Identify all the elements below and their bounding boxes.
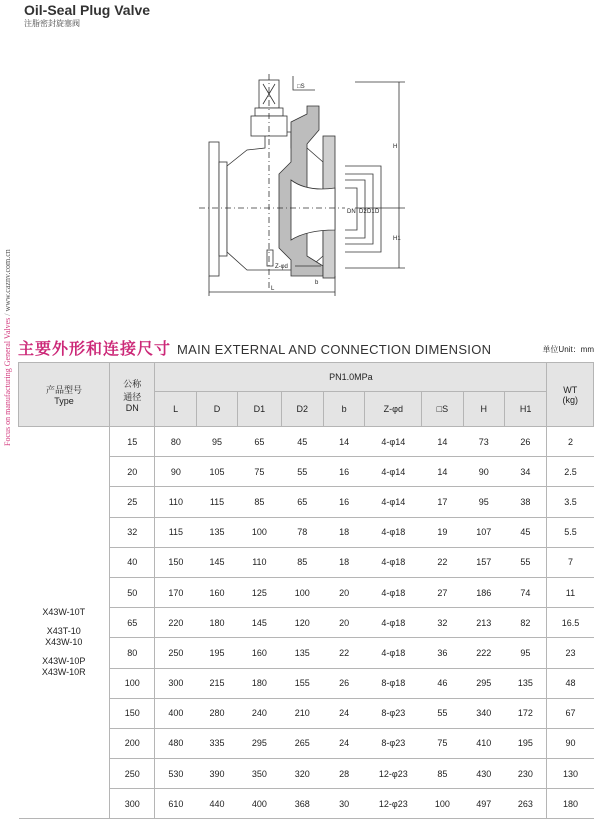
sidebar-brand: Focus on manufacturing General Valves — [3, 317, 12, 446]
table-cell: 26 — [324, 668, 365, 698]
table-cell: 75 — [422, 728, 463, 758]
table-cell: 95 — [196, 427, 237, 457]
column-header: H1 — [504, 392, 546, 427]
table-cell: 300 — [155, 668, 196, 698]
table-cell: 3.5 — [547, 487, 594, 517]
table-cell: 280 — [196, 698, 237, 728]
table-cell: 90 — [547, 728, 594, 758]
table-cell: 55 — [504, 547, 546, 577]
table-cell: 2 — [547, 427, 594, 457]
table-cell: 115 — [196, 487, 237, 517]
page-title: Oil-Seal Plug Valve — [24, 2, 151, 18]
page-subtitle: 注脂密封旋塞阀 — [24, 19, 80, 28]
type-model: X43W-10 — [45, 637, 83, 648]
table-cell: 4-φ18 — [365, 638, 422, 668]
table-cell: 390 — [196, 759, 237, 789]
table-cell: 160 — [196, 577, 237, 607]
table-cell: 32 — [109, 517, 154, 547]
table-cell: 55 — [281, 457, 323, 487]
table-cell: 14 — [324, 427, 365, 457]
table-cell: 210 — [281, 698, 323, 728]
table-cell: 67 — [547, 698, 594, 728]
table-cell: 85 — [238, 487, 281, 517]
column-header: D2 — [281, 392, 323, 427]
left-flange — [209, 142, 219, 276]
table-cell: 300 — [109, 789, 154, 819]
table-cell: 150 — [155, 547, 196, 577]
table-cell: 4-φ18 — [365, 547, 422, 577]
label-d1: D1 — [367, 209, 375, 215]
table-cell: 4-φ18 — [365, 517, 422, 547]
table-cell: 250 — [109, 759, 154, 789]
table-cell: 110 — [238, 547, 281, 577]
table-cell: 85 — [422, 759, 463, 789]
table-cell: 4-φ14 — [365, 487, 422, 517]
unit-label: 单位Unit：mm — [542, 345, 594, 354]
table-cell: 22 — [422, 547, 463, 577]
table-cell: 222 — [463, 638, 504, 668]
label-h1: H1 — [393, 236, 401, 242]
table-cell: 335 — [196, 728, 237, 758]
table-cell: 340 — [463, 698, 504, 728]
table-cell: 195 — [504, 728, 546, 758]
table-cell: 14 — [422, 457, 463, 487]
table-cell: 27 — [422, 577, 463, 607]
table-cell: 30 — [324, 789, 365, 819]
table-cell: 107 — [463, 517, 504, 547]
table-cell: 75 — [238, 457, 281, 487]
table-cell: 150 — [109, 698, 154, 728]
valve-drawing — [195, 70, 435, 302]
label-b: b — [315, 280, 319, 286]
label-l: L — [271, 286, 275, 292]
table-cell: 14 — [422, 427, 463, 457]
header-type: 产品型号 Type — [19, 363, 110, 427]
table-cell: 74 — [504, 577, 546, 607]
table-cell: 80 — [109, 638, 154, 668]
table-cell: 200 — [109, 728, 154, 758]
table-cell: 34 — [504, 457, 546, 487]
table-cell: 100 — [238, 517, 281, 547]
table-cell: 38 — [504, 487, 546, 517]
table-cell: 25 — [109, 487, 154, 517]
table-cell: 32 — [422, 608, 463, 638]
table-cell: 50 — [109, 577, 154, 607]
table-cell: 295 — [463, 668, 504, 698]
table-cell: 7 — [547, 547, 594, 577]
table-cell: 36 — [422, 638, 463, 668]
table-cell: 400 — [238, 789, 281, 819]
table-cell: 295 — [238, 728, 281, 758]
table-cell: 65 — [238, 427, 281, 457]
table-cell: 430 — [463, 759, 504, 789]
table-cell: 24 — [324, 728, 365, 758]
section-heading — [18, 336, 491, 359]
table-cell: 28 — [324, 759, 365, 789]
sidebar-slash: / — [3, 313, 12, 316]
table-cell: 45 — [281, 427, 323, 457]
type-model: X43W-10T — [42, 607, 86, 618]
table-cell: 8-φ23 — [365, 728, 422, 758]
table-cell: 23 — [547, 638, 594, 668]
table-cell: 186 — [463, 577, 504, 607]
table-cell: 250 — [155, 638, 196, 668]
table-cell: 40 — [109, 547, 154, 577]
table-cell: 100 — [281, 577, 323, 607]
table-cell: 480 — [155, 728, 196, 758]
table-cell: 240 — [238, 698, 281, 728]
table-cell: 18 — [324, 517, 365, 547]
table-cell: 55 — [422, 698, 463, 728]
column-header: L — [155, 392, 196, 427]
table-cell: 213 — [463, 608, 504, 638]
table-cell: 12-φ23 — [365, 789, 422, 819]
column-header: D1 — [238, 392, 281, 427]
table-cell: 400 — [155, 698, 196, 728]
table-cell: 11 — [547, 577, 594, 607]
dimension-table — [18, 362, 594, 819]
label-h: H — [393, 144, 398, 150]
table-row — [19, 427, 594, 457]
table-cell: 26 — [504, 427, 546, 457]
table-cell: 20 — [109, 457, 154, 487]
section-title-en: MAIN EXTERNAL AND CONNECTION DIMENSION — [177, 342, 492, 357]
table-cell: 135 — [196, 517, 237, 547]
label-d2: D2 — [359, 209, 367, 215]
table-cell: 145 — [196, 547, 237, 577]
table-cell: 157 — [463, 547, 504, 577]
label-d: D — [375, 209, 380, 215]
type-model: X43W-10R — [41, 667, 86, 678]
table-cell: 65 — [109, 608, 154, 638]
type-model: X43W-10P — [42, 656, 86, 667]
table-cell: 16 — [324, 457, 365, 487]
table-cell: 4-φ14 — [365, 457, 422, 487]
table-cell: 4-φ14 — [365, 427, 422, 457]
table-cell: 170 — [155, 577, 196, 607]
table-cell: 135 — [504, 668, 546, 698]
header-wt: WT (kg) — [547, 363, 594, 427]
table-cell: 8-φ18 — [365, 668, 422, 698]
table-cell: 180 — [238, 668, 281, 698]
sidebar-text — [3, 226, 15, 446]
table-cell: 78 — [281, 517, 323, 547]
table-cell: 22 — [324, 638, 365, 668]
label-dn: DN — [347, 209, 356, 215]
table-cell: 115 — [155, 517, 196, 547]
table-cell: 8-φ23 — [365, 698, 422, 728]
table-cell: 145 — [238, 608, 281, 638]
table-cell: 180 — [196, 608, 237, 638]
section-title-cn: 主要外形和连接尺寸 — [18, 341, 172, 358]
table-cell: 19 — [422, 517, 463, 547]
table-cell: 105 — [196, 457, 237, 487]
label-zd: Z-φd — [275, 264, 288, 270]
table-cell: 155 — [281, 668, 323, 698]
table-cell: 265 — [281, 728, 323, 758]
table-cell: 120 — [281, 608, 323, 638]
table-cell: 100 — [109, 668, 154, 698]
type-model: X43T-10 — [46, 626, 81, 637]
table-cell: 2.5 — [547, 457, 594, 487]
column-header: H — [463, 392, 504, 427]
table-cell: 4-φ18 — [365, 577, 422, 607]
table-cell: 160 — [238, 638, 281, 668]
table-cell: 5.5 — [547, 517, 594, 547]
table-cell: 17 — [422, 487, 463, 517]
table-cell: 90 — [155, 457, 196, 487]
table-cell: 440 — [196, 789, 237, 819]
table-cell: 20 — [324, 577, 365, 607]
table-cell: 16.5 — [547, 608, 594, 638]
table-cell: 172 — [504, 698, 546, 728]
table-cell: 45 — [504, 517, 546, 547]
table-cell: 82 — [504, 608, 546, 638]
table-cell: 410 — [463, 728, 504, 758]
table-cell: 610 — [155, 789, 196, 819]
sidebar-url: www.caznv.com.cn — [3, 249, 12, 312]
table-cell: 530 — [155, 759, 196, 789]
table-cell: 195 — [196, 638, 237, 668]
table-cell: 4-φ18 — [365, 608, 422, 638]
table-cell: 220 — [155, 608, 196, 638]
table-cell: 135 — [281, 638, 323, 668]
table-cell: 20 — [324, 608, 365, 638]
table-cell: 497 — [463, 789, 504, 819]
table-cell: 15 — [109, 427, 154, 457]
table-cell: 350 — [238, 759, 281, 789]
table-cell: 48 — [547, 668, 594, 698]
table-cell: 95 — [463, 487, 504, 517]
table-cell: 125 — [238, 577, 281, 607]
table-cell: 110 — [155, 487, 196, 517]
table-cell: 80 — [155, 427, 196, 457]
label-square: □S — [297, 84, 305, 90]
table-cell: 16 — [324, 487, 365, 517]
table-cell: 130 — [547, 759, 594, 789]
table-cell: 65 — [281, 487, 323, 517]
type-cell — [19, 427, 110, 819]
table-cell: 320 — [281, 759, 323, 789]
table-cell: 12-φ23 — [365, 759, 422, 789]
table-cell: 263 — [504, 789, 546, 819]
table-cell: 73 — [463, 427, 504, 457]
table-cell: 230 — [504, 759, 546, 789]
table-cell: 100 — [422, 789, 463, 819]
column-header: □S — [422, 392, 463, 427]
table-cell: 24 — [324, 698, 365, 728]
table-cell: 368 — [281, 789, 323, 819]
table-cell: 46 — [422, 668, 463, 698]
table-cell: 90 — [463, 457, 504, 487]
column-header: Z-φd — [365, 392, 422, 427]
table-cell: 85 — [281, 547, 323, 577]
header-dn: 公称 通径 DN — [109, 363, 154, 427]
column-header: D — [196, 392, 237, 427]
table-cell: 215 — [196, 668, 237, 698]
column-header: b — [324, 392, 365, 427]
table-cell: 18 — [324, 547, 365, 577]
table-cell: 95 — [504, 638, 546, 668]
header-pn: PN1.0MPa — [155, 363, 547, 392]
table-cell: 180 — [547, 789, 594, 819]
